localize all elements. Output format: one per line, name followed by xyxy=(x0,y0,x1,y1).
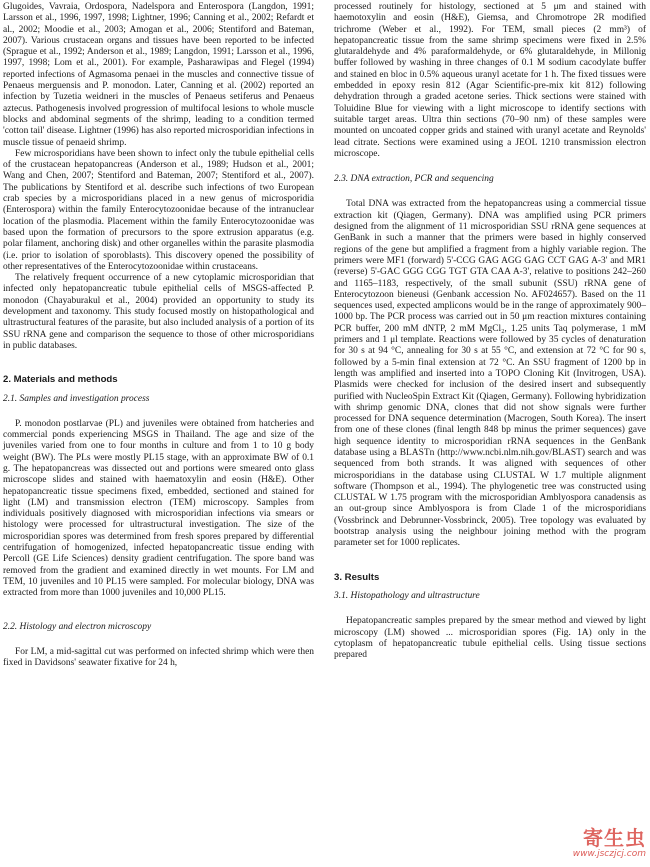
paragraph-results-start: Hepatopancreatic samples prepared by the smear method and viewed by light microscopy (LM) showed ... microsporidian spores (Fig. 1A) only in the cytoplasm of hepatopancreatic tubule epithelial cells. Using tissue sections prepared xyxy=(334,616,646,661)
paragraph-histology-continued: processed routinely for histology, sectioned at 5 μm and stained with haemotoxylin and eosin (H&E), Giemsa, and Chromotrope 2R modified trichrome (Weber et al., 1992). For TEM, small pieces (2 mm³) of hepatopancreatic tissue from the same shrimp specimens were fixed in 2.5% glutaraldehyde and 4% paraformaldehyde, or 6% glutaraldehyde, in Millonig buffer followed by washing in three changes of 0.1 M sodium cacodylate buffer and stained en bloc in 0.5% aqueous uranyl acetate for 1 h. The fixed tissues were embedded in epoxy resin 812 (Agar Scientific-pre-mix kit 812) following dehydration through a graded acetone series. Thick sections were stained with Toluidine Blue for viewing with a light microscope to identify sections with suitable target areas. Ultra thin sections (70–90 nm) of these samples were mounted on uncoated copper grids and stained with uranyl acetate and Reynolds' lead citrate. Sections were examined using a JEOL 1210 transmission electron microscope. xyxy=(334,2,646,159)
site-watermark xyxy=(496,827,646,865)
watermark-url: www.jsczjcj.com xyxy=(572,849,646,859)
left-column xyxy=(3,2,314,669)
right-column xyxy=(334,2,646,661)
subsection-heading-dna-extraction: 2.3. DNA extraction, PCR and sequencing xyxy=(334,174,494,185)
paragraph-hepatopancreas-infections: Few microsporidians have been shown to infect only the tubule epithelial cells of the crustacean hepatopancreas (Anderson et al., 1989; Hudson et al., 2001; Wang and Chen, 2007; Stentiford and Bateman, 2007; Stentiford et al., 2007). The publications by Stentiford et al. describe such infections of two European crab species by a microsporidians placed in a new genus of microsporidia (Enterospora) within the family Enterocytozoonidae because of the intranuclear location of the plasmodia. Placement within the family Enterocytozoonidae was based upon the formation of precursors to the spore extrusion apparatus (e.g. polar filament, anchoring disk) and other organelles within the parasite plasmodia (i.e. prior to isolation of sporoblasts). This discovery opened the possibility of other representatives of the Enterocytozoonidae within crustaceans. xyxy=(3,148,314,272)
watermark-logo-text: 寄生虫 xyxy=(583,826,646,850)
section-heading-results: 3. Results xyxy=(334,571,380,583)
paragraph-intro-continued: Glugoides, Vavraia, Ordospora, Nadelspora and Enterospora (Langdon, 1991; Larsson et al., 1996, 1997, 1998; Lightner, 1996; Canning et al., 2002; Refardt et al., 2002; Moodie et al., 2003; Amogan et al., 2006; Stentiford and Bateman, 2007). Various crustacean organs and tissues have been reported to be infected (Sprague et al., 1992; Anderson et al., 1989; Langdon, 1991; Larsson et al., 1996, 1997, 1998; Lom et al., 2001). For example, Pasharawipas and Flegel (1994) reported infections of Agmasoma penaei in the muscles and connective tissue of Penaeus merguensis and P. monodon. Later, Canning et al. (2002) reported an infection by Tuzetia weidneri in the muscles of Penaeus setiferus and Penaeus aztecus. Pathogenesis involved progression of multifocal lesions to whole muscle blocks and abdominal segments of the shrimp, leading to a condition termed 'cotton tail' disease. Lightner (1996) has also reported microsporidian infections in muscle tissue of penaeid shrimp. xyxy=(3,2,314,148)
paragraph-dna-extraction: Total DNA was extracted from the hepatopancreas using a commercial tissue extraction kit (Qiagen, Germany). DNA was amplified using PCR primers designed from the alignment of 11 microsporidian SSU rRNA gene sequences at GenBank in such a manner that the primers were based in highly conserved regions of the gene but amplified a fragment from a highly variable region. The primers were MF1 (forward) 5'-CCG GAG AGG GAG CCT GAG A-3' and MR1 (reverse) 5'-GAC GGG CGG TGT GTA CAA A-3', relative to positions 242–260 and 1165–1183, respectively, of the small subunit (SSU) rRNA gene of Enterocytozoon bieneusi (Genbank accession No. AF024657). Based on the 11 sequences used, expected amplicons would be in the range of approximately 900–1000 bp. The PCR process was carried out in 50 μm reaction mixtures containing PCR buffer, 200 mM dNTP, 2 mM MgCl₂, 1.25 units Taq polymerase, 1 mM primers and 1 μl template. Reactions were followed by 35 cycles of denaturation for 30 s at 94 °C, annealing for 30 s at 55 °C, and extension at 72 °C for 90 s, followed by a 5-min final extension at 72 °C. An SSU fragment of 1200 bp in length was amplified and inserted into a TOPO Cloning Kit (Invitrogen, USA). Plasmids were checked for inclusion of the desired insert and subsequently purified with NucleoSpin Extract Kit (Qiagen, Germany). Following hybridization with shrimp genomic DNA, clones that did not show signals were further processed for DNA sequence determination (Macrogen, South Korea). The insert from one of these clones (final length 848 bp minus the primer sequences) gave high sequence identity to microsporidian rRNA sequences in the GenBank database using a BLASTn (http://www.ncbi.nlm.nih.gov/BLAST) search and was sequenced from both strands. It was aligned with sequences of other microsporidians in the database using CLUSTAL W 1.7 multiple alignment software (Thompson et al., 1994). The phylogenetic tree was constructed using CLUSTAL W 1.75 program with the microsporidian Amblyospora canadensis as an out-group since Amblyospora is from Clade 1 of the microsporidians (Vossbrinck and Debrunner-Vossbrinck, 2005). Tree topology was evaluated by bootstrap analysis using the neighbour joining method with the program parameter set for 1000 replicates. xyxy=(334,199,646,549)
subsection-heading-samples: 2.1. Samples and investigation process xyxy=(3,393,150,404)
section-heading-materials-methods: 2. Materials and methods xyxy=(3,374,118,386)
paragraph-samples: P. monodon postlarvae (PL) and juveniles were obtained from hatcheries and commercial ponds experiencing MSGS in Thailand. The age and size of the juveniles varied from one to four months in culture and from 1 to 10 g body weight (BW). The PLs were mostly PL15 stage, with an approximate BW of 0.1 g. The hepatopancreas was dissected out and portions were smeared onto glass microscope slides and stained with haematoxylin and eosin (H&E). Other hepatopancreatic tissue specimens fixed, embedded, sectioned and stained for light (LM) and transmission electron (TEM) microscopy. Samples from individuals positively diagnosed with microsporidian infections via smears or histology were processed for ultrastructural investigation. The size of the microsporidian spores was determined from fresh spores prepared by differential centrifugation of homogenized, infected hepatopancreatic tissue ending with Percoll (GE Life Sciences) density gradient centrifugation. The spore band was removed from the gradient and examined directly in wet mounts. For LM and TEM, 10 juveniles and 10 PL15 were sampled. For molecular biology, DNA was extracted from more than 1000 juveniles and 10,000 PL15. xyxy=(3,418,314,599)
subsection-heading-histopathology: 3.1. Histopathology and ultrastructure xyxy=(334,590,480,601)
paragraph-study-aim: The relatively frequent occurrence of a new cytoplamic microsporidian that infected only hepatopancreatic tubule epithelial cells of MSGS-affected P. monodon (Chayaburakul et al., 2004) provided an opportunity to study its development and taxonomy. This study focused mostly on histopathological and ultrastructural features of the parasite, but also included analysis of a portion of its SSU rRNA gene and comparison the sequence to those of other microsporidians in public databases. xyxy=(3,273,314,351)
subsection-heading-histology: 2.2. Histology and electron microscopy xyxy=(3,621,152,632)
paragraph-histology-start: For LM, a mid-sagittal cut was performed on infected shrimp which were then fixed in Davidsons' seawater fixative for 24 h, xyxy=(3,646,314,669)
